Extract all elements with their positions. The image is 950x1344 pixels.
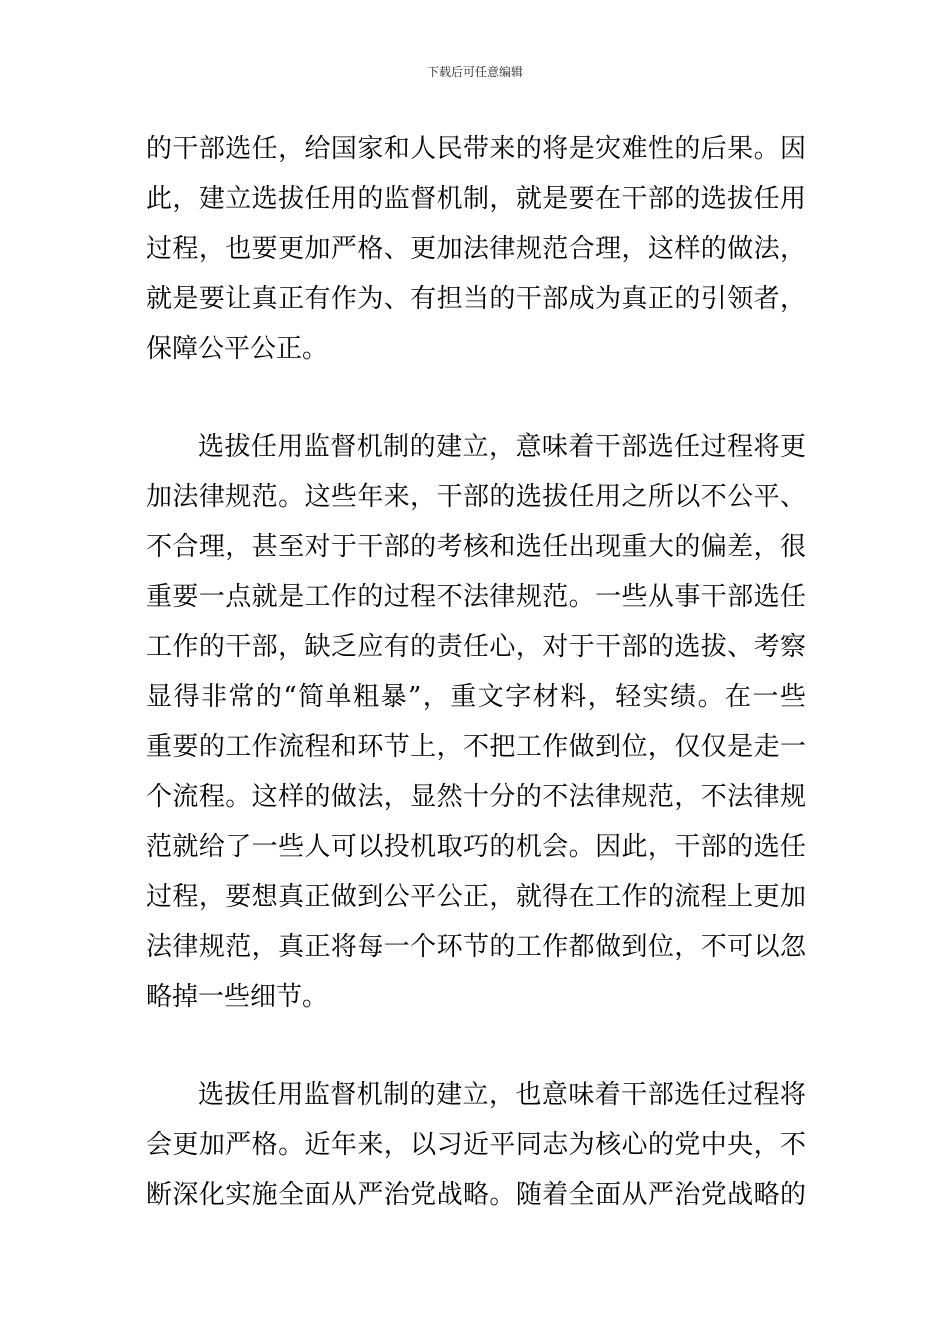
text-line: 选拔任用监督机制的建立，也意味着干部选任过程将 <box>198 1080 806 1110</box>
page-header <box>0 64 950 80</box>
text-line: 略掉一些细节。 <box>146 982 329 1012</box>
header-text: 下载后可任意编辑 <box>426 65 523 79</box>
text-line: 范就给了一些人可以投机取巧的机会。因此，干部的选任 <box>146 832 806 862</box>
text-line: 过程，也要更加严格、更加法律规范合理，这样的做法， <box>146 234 806 264</box>
text-line: 会更加严格。近年来，以习近平同志为核心的党中央，不 <box>146 1130 806 1160</box>
paragraph-1 <box>146 124 806 374</box>
text-line: 的干部选任，给国家和人民带来的将是灾难性的后果。因 <box>146 134 806 164</box>
text-line: 重要一点就是工作的过程不法律规范。一些从事干部选任 <box>146 582 806 612</box>
paragraph-3 <box>146 1070 806 1220</box>
text-line: 保障公平公正。 <box>146 334 329 364</box>
text-line: 过程，要想真正做到公平公正，就得在工作的流程上更加 <box>146 882 806 912</box>
text-line: 工作的干部，缺乏应有的责任心，对于干部的选拔、考察 <box>146 632 806 662</box>
text-line: 个流程。这样的做法，显然十分的不法律规范，不法律规 <box>146 782 806 812</box>
text-line: 显得非常的“简单粗暴”，重文字材料，轻实绩。在一些 <box>146 682 806 712</box>
text-line: 重要的工作流程和环节上，不把工作做到位，仅仅是走一 <box>146 732 806 762</box>
text-line: 断深化实施全面从严治党战略。随着全面从严治党战略的 <box>146 1180 806 1210</box>
text-line: 加法律规范。这些年来，干部的选拔任用之所以不公平、 <box>146 482 806 512</box>
text-line: 不合理，甚至对于干部的考核和选任出现重大的偏差，很 <box>146 532 806 562</box>
text-line: 就是要让真正有作为、有担当的干部成为真正的引领者， <box>146 284 806 314</box>
text-line: 此，建立选拔任用的监督机制，就是要在干部的选拔任用 <box>146 184 806 214</box>
paragraph-2 <box>146 422 806 1022</box>
text-line: 法律规范，真正将每一个环节的工作都做到位，不可以忽 <box>146 932 806 962</box>
text-line: 选拔任用监督机制的建立，意味着干部选任过程将更 <box>198 432 806 462</box>
